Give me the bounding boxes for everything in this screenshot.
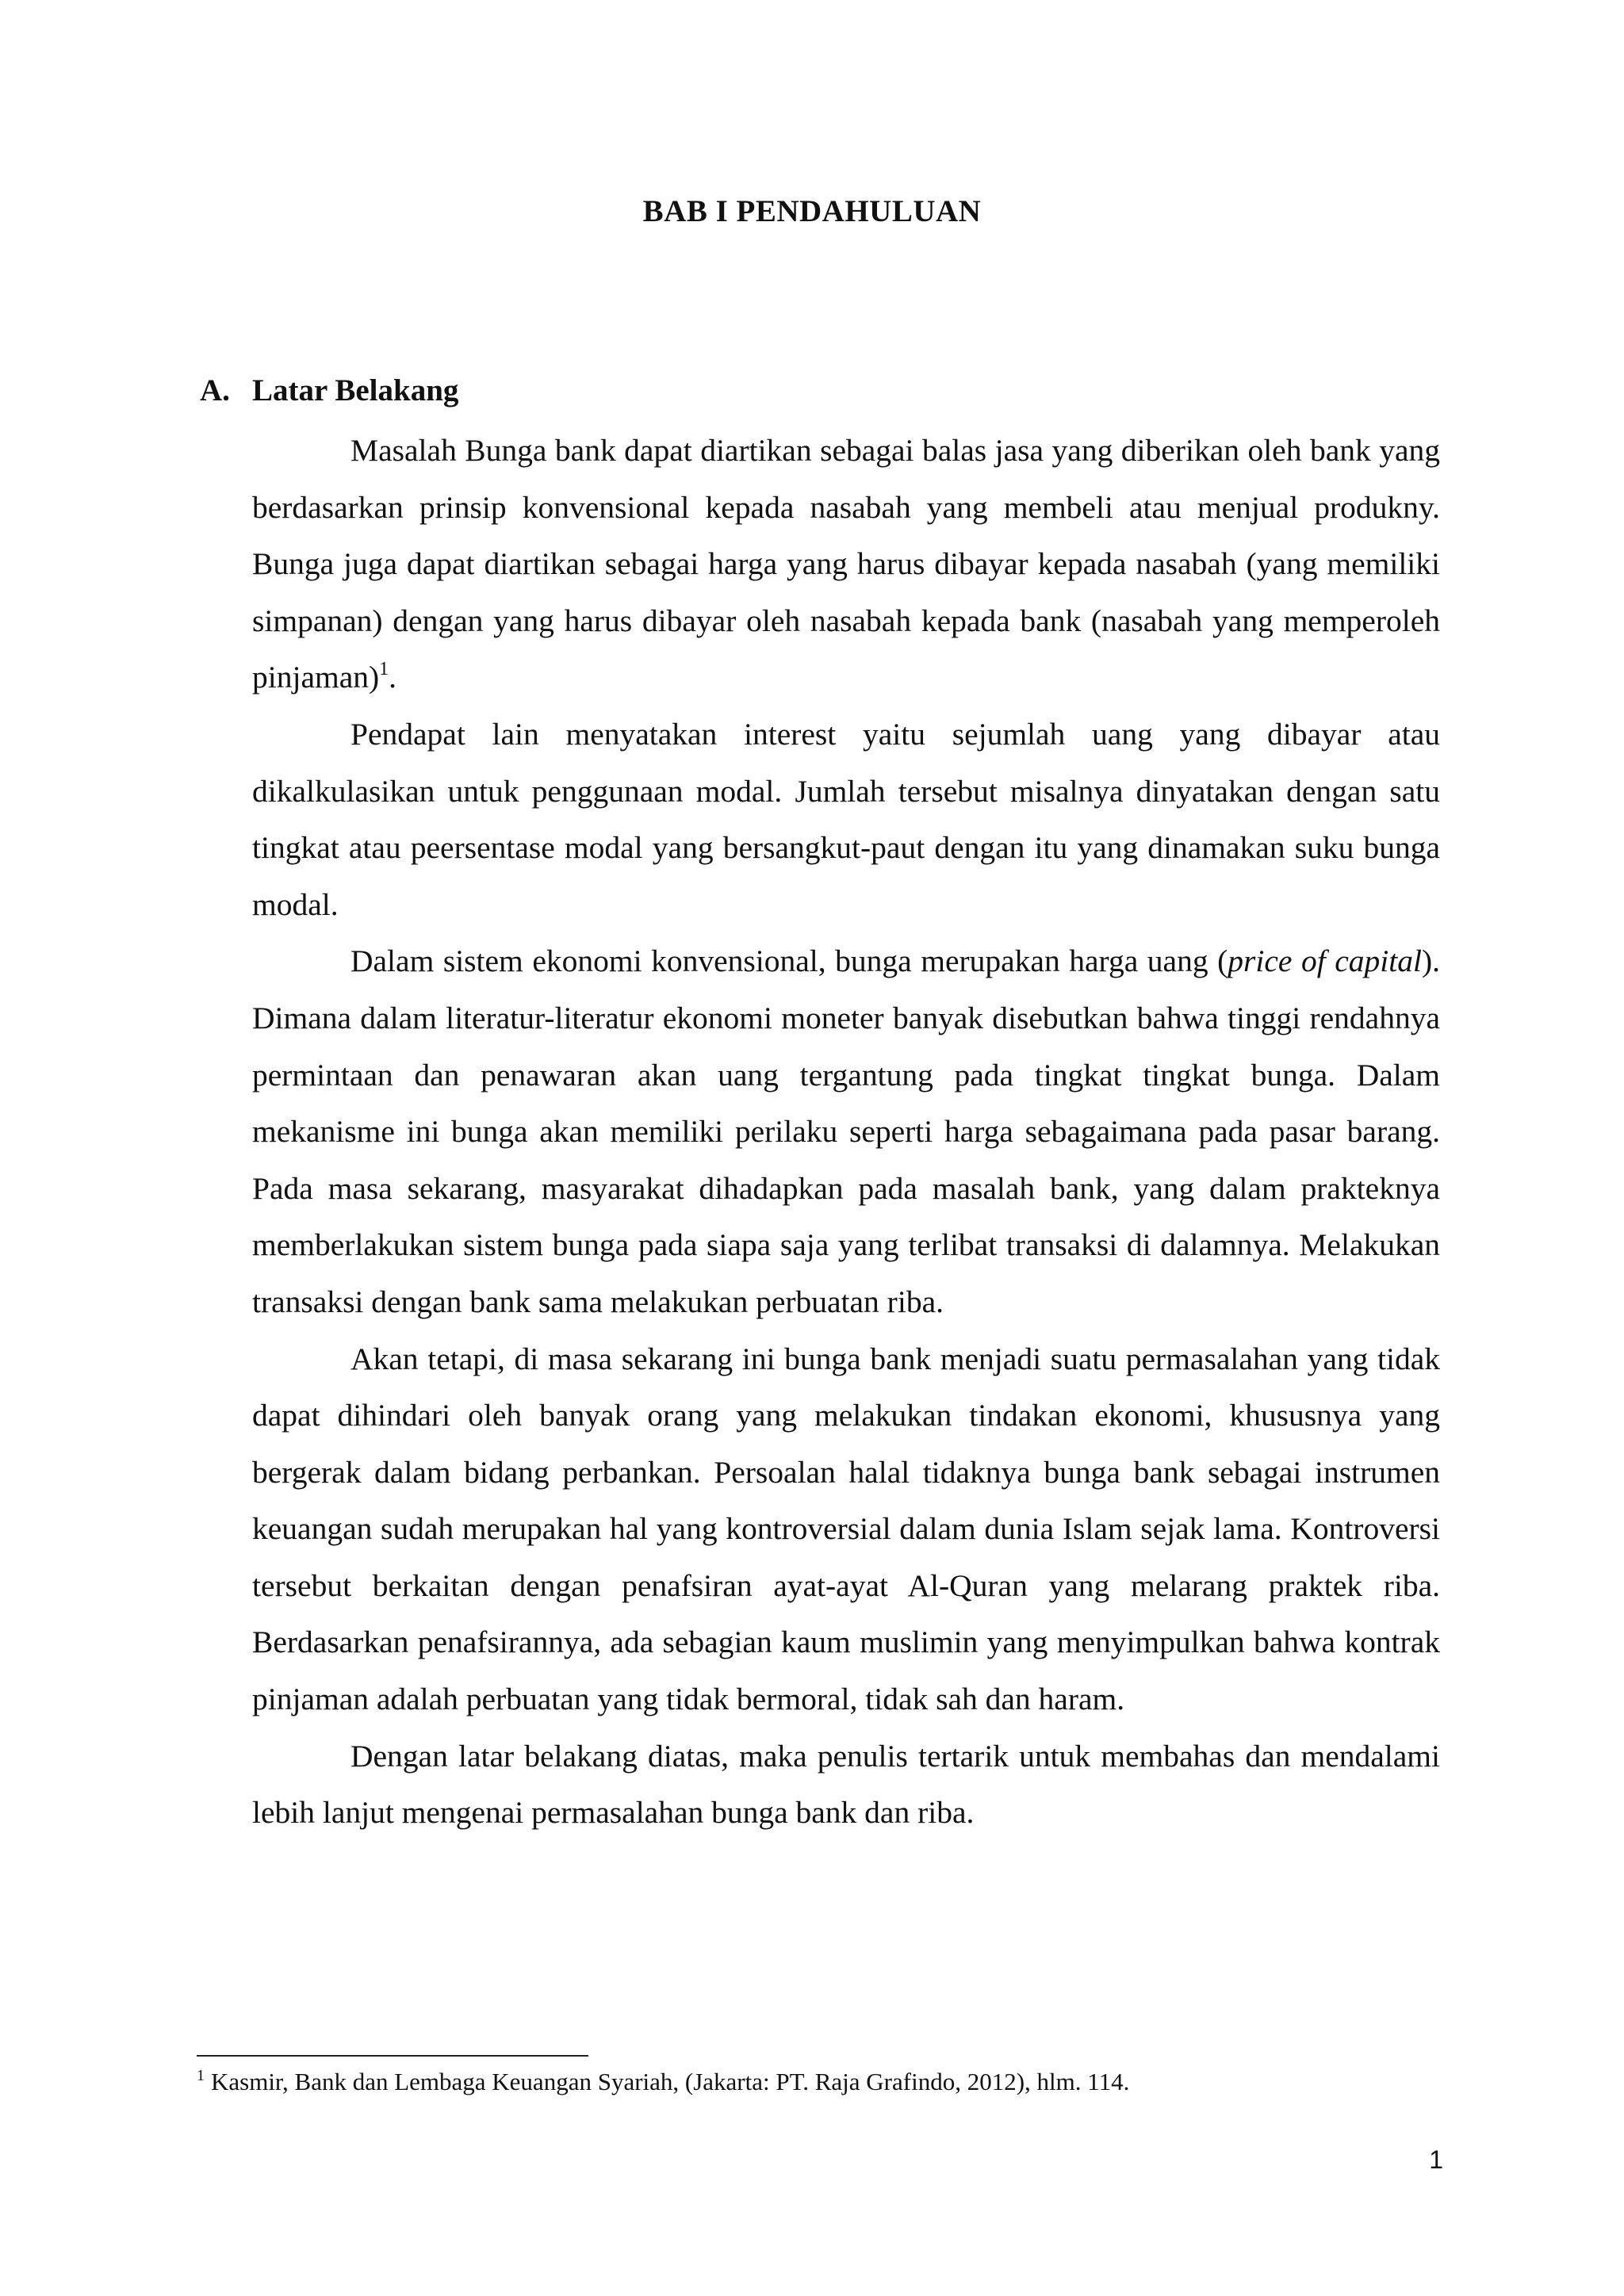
paragraph-4: Akan tetapi, di masa sekarang ini bunga bank menjadi suatu permasalahan yang tidak dapat dihindari oleh banyak orang yang melakukan tindakan ekonomi, khususnya yang bergerak dalam bidang perbankan. Persoalan halal tidaknya bunga bank sebagai instrumen keuangan sudah merupakan hal yang kontroversial dalam dunia Islam sejak lama. Kontroversi tersebut berkaitan dengan penafsiran ayat-ayat Al-Quran yang melarang praktek riba. Berdasarkan penafsirannya, ada sebagian kaum muslimin yang menyimpulkan bahwa kontrak pinjaman adalah perbuatan yang tidak bermoral, tidak sah dan haram. [252,1341,1440,1717]
paragraph-1 [252,423,1440,706]
footnote [197,2066,1129,2098]
paragraph-3-italic: price of capital [1228,943,1422,979]
paragraph-1-text: Masalah Bunga bank dapat diartikan sebagai balas jasa yang diberikan oleh bank yang berdasarkan prinsip konvensional kepada nasabah yang membeli atau menjual produkny. Bunga juga dapat diartikan sebagai harga yang harus dibayar kepada nasabah (yang memiliki simpanan) dengan yang harus dibayar oleh nasabah kepada bank (nasabah yang memperoleh pinjaman) [252,433,1440,695]
footnote-divider [197,2055,588,2057]
footnote-text: Kasmir, Bank dan Lembaga Keuangan Syariah, (Jakarta: PT. Raja Grafindo, 2012), hlm. 114. [211,2068,1130,2095]
paragraph-2: Pendapat lain menyatakan interest yaitu sejumlah uang yang dibayar atau dikalkulasikan untuk penggunaan modal. Jumlah tersebut misalnya dinyatakan dengan satu tingkat atau peersentase modal yang bersangkut-paut dengan itu yang dinamakan suku bunga modal. [252,716,1440,922]
paragraph-3 [252,933,1440,1330]
section-letter: A. [200,373,230,408]
paragraph-3-part-b: ). Dimana dalam literatur-literatur ekonomi moneter banyak disebutkan bahwa tinggi rendahnya permintaan dan penawaran akan uang tergantung pada tingkat tingkat bunga. Dalam mekanisme ini bunga akan memiliki perilaku seperti harga sebagaimana pada pasar barang. Pada masa sekarang, masyarakat dihadapkan pada masalah bank, yang dalam prakteknya memberlakukan sistem bunga pada siapa saja yang terlibat transaksi di dalamnya. Melakukan transaksi dengan bank sama melakukan perbuatan riba. [252,943,1440,1319]
body-text [252,423,1440,1842]
section-heading [200,373,458,408]
paragraph-5: Dengan latar belakang diatas, maka penulis tertarik untuk membahas dan mendalami lebih lanjut mengenai permasalahan bunga bank dan riba. [252,1738,1440,1831]
chapter-title: BAB I PENDAHULUAN [642,194,982,228]
paragraph-1-end: . [389,660,397,695]
section-title: Latar Belakang [252,373,459,408]
footnote-reference[interactable]: 1 [379,659,389,680]
page-number: 1 [1429,2145,1443,2174]
footnote-marker: 1 [197,2067,205,2084]
paragraph-3-part-a: Dalam sistem ekonomi konvensional, bunga merupakan harga uang ( [350,943,1228,979]
